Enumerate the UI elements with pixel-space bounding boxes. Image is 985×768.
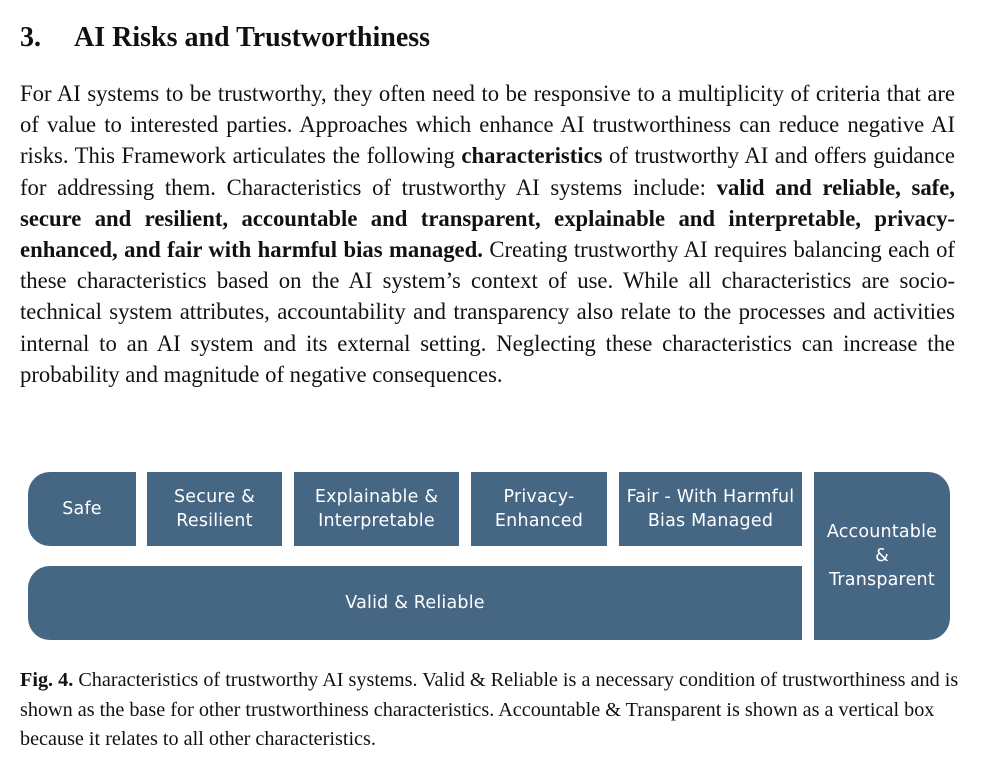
section-title: AI Risks and Trustworthiness	[74, 22, 431, 53]
box-valid-reliable-label: Valid & Reliable	[345, 593, 485, 613]
box-safe	[28, 472, 136, 546]
body-paragraph	[20, 78, 955, 390]
section-number: 3.	[20, 22, 41, 53]
box-safe-label: Safe	[62, 499, 102, 519]
paragraph-bold-characteristics: characteristics	[461, 143, 603, 169]
box-valid-reliable	[28, 566, 802, 640]
paragraph-text-1: For AI systems to be trustworthy, they often need to be responsive to a multiplicity of criteria that are of value to interested parties. Approaches which enhance AI trustworthiness can reduce negative AI risks. This Framework articulates the following	[20, 81, 955, 169]
paragraph-text-3: Creating trustworthy AI requires balancing each of these characteristics based on the AI system’s context of use. While all characteristics are socio-technical system attributes, accountability and transparency also relate to the processes and activities internal to an AI system and its external setting. Neglecting these characteristics can increase the probability and magnitude of negative consequences.	[20, 237, 955, 387]
figure-caption-label: Fig. 4.	[20, 669, 74, 691]
box-explainable-interpretable-label: Explainable & Interpretable	[314, 487, 439, 531]
box-privacy-enhanced	[471, 472, 607, 546]
box-secure-resilient	[147, 472, 282, 546]
box-secure-resilient-label: Secure & Resilient	[174, 487, 255, 531]
figure-caption	[20, 666, 970, 755]
box-privacy-enhanced-label: Privacy- Enhanced	[494, 487, 584, 531]
section-heading	[20, 22, 430, 54]
box-fair-bias-managed	[619, 472, 802, 546]
paragraph-text-2: of trustworthy AI and offers guidance for addressing them. Characteristics of trustworthy AI systems include:	[20, 143, 955, 200]
box-explainable-interpretable	[294, 472, 459, 546]
paragraph-bold-list: valid and reliable, safe, secure and resilient, accountable and transparent, explainable and interpretable, privacy-enhanced, and fair with harmful bias managed.	[20, 174, 955, 263]
box-accountable-transparent-label: Accountable & Transparent	[826, 522, 938, 590]
figure-caption-text: Characteristics of trustworthy AI systems. Valid & Reliable is a necessary condition of trustworthiness and is shown as the base for other trustworthiness characteristics. Accountable & Transparent is shown as a vertical box because it relates to all other characteristics.	[20, 669, 959, 750]
box-fair-bias-managed-label: Fair - With Harmful Bias Managed	[626, 487, 795, 531]
box-accountable-transparent	[814, 472, 950, 640]
